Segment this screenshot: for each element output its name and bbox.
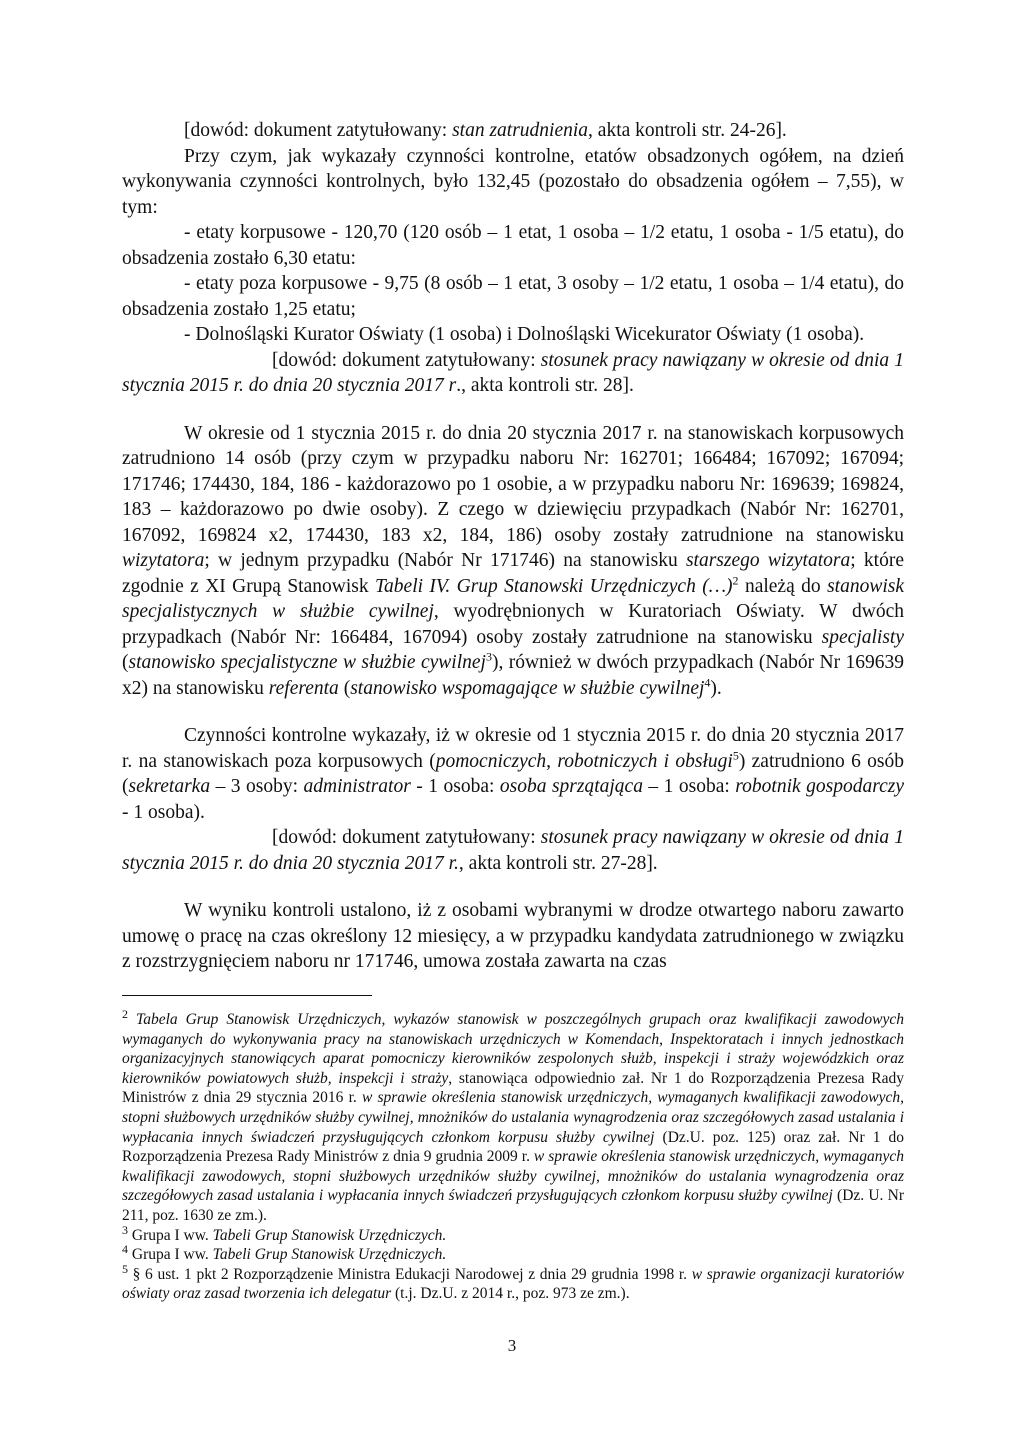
footnote-separator [122, 995, 372, 996]
evidence-note-3: [dowód: dokument zatytułowany: stosunek pracy nawiązany w okresie od dnia 1 stycznia 2015 r. do dnia 20 stycznia 2017 r., akta kontroli str. 27-28]. [122, 827, 905, 874]
footnote-3: $^3$ Grupa I ww. Tabeli Grup Stanowisk Urzędniczych. [122, 1222, 447, 1244]
list-item-non-corps-posts: - etaty poza korpusowe - 9,75 (8 osób – 1 etat, 3 osoby – 1/2 etatu, 1 osoba – 1/4 etatu), do obsadzenia zostało 1,25 etatu; [122, 273, 904, 320]
footnotes [122, 1006, 905, 1304]
page-number: 3 [507, 1336, 517, 1355]
footnote-ref-2[interactable]: 2 [732, 573, 739, 587]
footnote-ref-3[interactable]: 3 [485, 649, 492, 664]
footnote-ref-5[interactable]: 5 [732, 748, 739, 762]
footnote-4: $^4$ Grupa I ww. Tabeli Grup Stanowisk Urzędniczych. [122, 1241, 447, 1264]
footnote-2: $^2$ Tabela Grup Stanowisk Urzędniczych, wykazów stanowisk w poszczególnych grupach oraz kwalifikacji zawodowych wymaganych do wykonywania pracy na stanowiskach urzędniczych w Komendach, Inspektoratach i innych jednostkach organizacyjnych stanowiących aparat pomocniczy kierowników zespolonych służb, inspekcji i straży wojewódzkich oraz kierowników powiatowych służb, inspekcji i straży, stanowiąca odpowiednio zał. Nr 1 do Rozporządzenia Prezesa Rady Ministrów z dnia 29 stycznia 2016 r. w sprawie określenia stanowisk urzędniczych, wymaganych kwalifikacji zawodowych, stopni służbowych urzędników służby cywilnej, mnożników do ustalania wynagrodzenia oraz szczegółowych zasad ustalania i wypłacania innych świadczeń przysługujących członkom korpusu służby cywilnej (Dz.U. poz. 125) oraz zał. Nr 1 do Rozporządzenia Prezesa Rady Ministrów z dnia 9 grudnia 2009 r. w sprawie określenia stanowisk urzędniczych, wymaganych kwalifikacji zawodowych, stopni służbowych urzędników służby cywilnej, mnożników do ustalania wynagrodzenia oraz szczegółowych zasad ustalania i wypłacania innych świadczeń przysługujących członkom korpusu służby cywilnej (Dz. U. Nr 211, poz. 1630 ze zm.). [122, 1006, 905, 1224]
paragraph-contract-findings: W wyniku kontroli ustalono, iż z osobami wybranymi w drodze otwartego naboru zawarto umowę o pracę na czas określony 12 miesięcy, a w przypadku kandydata zatrudnionego w związku z rozstrzygnięciem naboru nr 171746, umowa została zawarta na czas [122, 900, 904, 972]
paragraph-non-corps-hiring: Czynności kontrolne wykazały, iż w okresie od 1 stycznia 2015 r. do dnia 20 stycznia 2017 r. na stanowiskach poza korpusowych (pomocniczych, robotniczych i obsługi$^5$) zatrudniono 6 osób (sekretarka – 3 osoby: administrator - 1 osoba: osoba sprzątająca – 1 osoba: robotnik gospodarczy - 1 osoba). [122, 725, 904, 823]
list-item-curators: - Dolnośląski Kurator Oświaty (1 osoba) i Dolnośląski Wicekurator Oświaty (1 osoba). [184, 324, 865, 345]
document-body [122, 118, 904, 975]
paragraph-corps-hiring: W okresie od 1 stycznia 2015 r. do dnia 20 stycznia 2017 r. na stanowiskach korpusowych zatrudniono 14 osób (przy czym w przypadku naboru Nr: 162701; 166484; 167092; 167094; 171746; 174430, 184, 186 - każdorazowo po 1 osobie, a w przypadku naboru Nr: 169639; 169824, 183 – każdorazowo po dwie osoby). Z czego w dziewięciu przypadkach (Nabór Nr: 162701, 167092, 169824 x2, 174430, 183 x2, 184, 186) osoby zostały zatrudnione na stanowisku wizytatora; w jednym przypadku (Nabór Nr 171746) na stanowisku starszego wizytatora; które zgodnie z XI Grupą Stanowisk Tabeli IV. Grup Stanowski Urzędniczych (…)$^2$ należą do stanowisk specjalistycznych w służbie cywilnej, wyodrębnionych w Kuratoriach Oświaty. W dwóch przypadkach (Nabór Nr: 166484, 167094) osoby zostały zatrudnione na stanowisku specjalisty (stanowisko specjalistyczne w służbie cywilnej$^3$), również w dwóch przypadkach (Nabór Nr 169639 x2) na stanowisku referenta (stanowisko wspomagające w służbie cywilnej$^4$). [122, 422, 905, 699]
evidence-note-1: [dowód: dokument zatytułowany: stan zatrudnienia, akta kontroli str. 24-26]. [184, 120, 787, 141]
footnote-ref-4[interactable]: 4 [704, 675, 711, 689]
list-item-corps-posts: - etaty korpusowe - 120,70 (120 osób – 1 etat, 1 osoba – 1/2 etatu, 1 osoba - 1/5 etatu), do obsadzenia zostało 6,30 etatu: [122, 222, 904, 269]
evidence-note-2: [dowód: dokument zatytułowany: stosunek pracy nawiązany w okresie od dnia 1 stycznia 2015 r. do dnia 20 stycznia 2017 r., akta kontroli str. 28]. [122, 349, 905, 396]
footnote-5: $^5$ § 6 ust. 1 pkt 2 Rozporządzenie Ministra Edukacji Narodowej z dnia 29 grudnia 1998 r. w sprawie organizacji kuratoriów oświaty oraz zasad tworzenia ich delegatur (t.j. Dz.U. z 2014 r., poz. 973 ze zm.). [122, 1261, 905, 1303]
paragraph-staffing: Przy czym, jak wykazały czynności kontrolne, etatów obsadzonych ogółem, na dzień wykonywania czynności kontrolnych, było 132,45 (pozostało do obsadzenia ogółem – 7,55), w tym: [122, 145, 904, 218]
